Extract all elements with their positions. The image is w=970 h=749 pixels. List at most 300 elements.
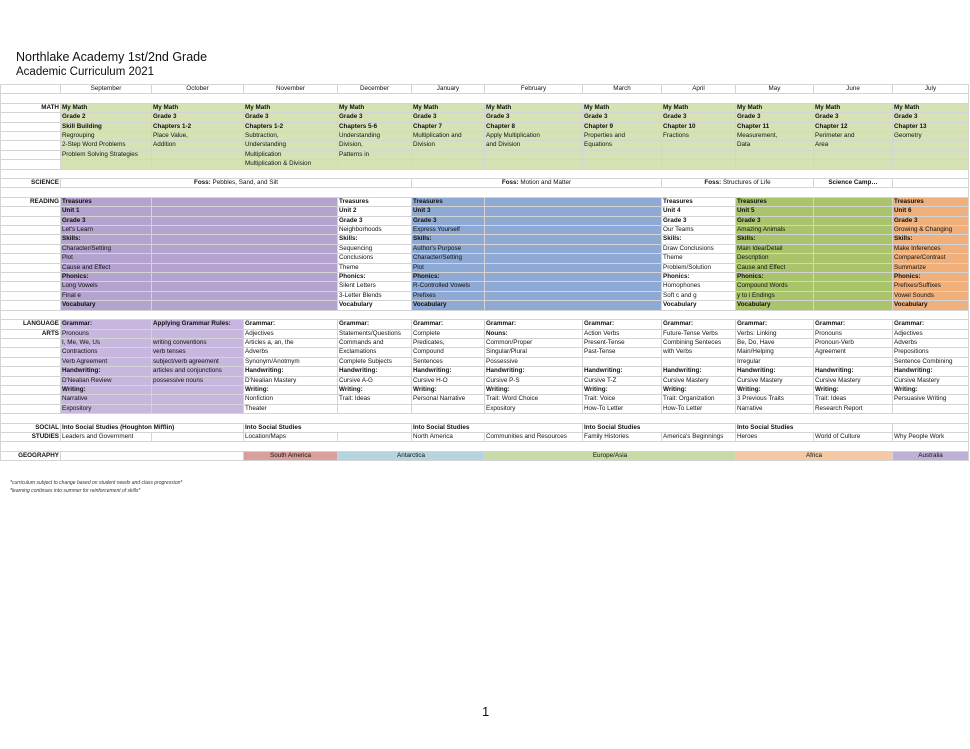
reading-cell: Skills:	[736, 235, 814, 244]
reading-cell: Phonics:	[61, 273, 152, 282]
language-arts-cell: Adverbs	[244, 348, 338, 357]
reading-cell: Vocabulary	[736, 301, 814, 310]
language-arts-cell: Common/Proper	[485, 338, 583, 347]
language-arts-cell: Grammar:	[814, 320, 893, 329]
math-cell: Grade 3	[412, 113, 485, 122]
footnote-2: *learning continues into summer for reinforcement of skills*	[10, 488, 141, 494]
language-arts-cell	[152, 395, 244, 404]
math-cell: Grade 3	[485, 113, 583, 122]
math-cell	[152, 150, 244, 159]
language-arts-cell: Cursive P-S	[485, 376, 583, 385]
language-arts-cell: Cursive Mastery	[662, 376, 736, 385]
social-studies-cell: America's Beginnings	[662, 432, 736, 441]
math-cell: My Math	[583, 103, 662, 112]
reading-cell: Phonics:	[893, 273, 969, 282]
language-arts-cell	[338, 404, 412, 413]
reading-cell: 3-Letter Blends	[338, 291, 412, 300]
reading-cell: Grade 3	[61, 216, 152, 225]
subject-label-math	[1, 132, 61, 141]
social-studies-cell: North America	[412, 432, 485, 441]
language-arts-cell: Personal Narrative	[412, 395, 485, 404]
language-arts-cell: Complete	[412, 329, 485, 338]
reading-cell: Unit 5	[736, 207, 814, 216]
subject-label-language-arts	[1, 367, 61, 376]
reading-cell	[485, 263, 662, 272]
language-arts-cell: Sentence Combining	[893, 357, 969, 366]
science-cell	[893, 179, 969, 188]
language-arts-cell: D'Nealian Review	[61, 376, 152, 385]
month-header: March	[583, 85, 662, 94]
subject-label-social: SOCIAL	[1, 423, 61, 432]
subject-label-language-arts: LANGUAGE	[1, 320, 61, 329]
reading-cell	[152, 263, 338, 272]
language-arts-cell: Writing:	[485, 385, 583, 394]
reading-cell: Grade 3	[662, 216, 736, 225]
reading-cell: Skills:	[412, 235, 485, 244]
geography-south-america: South America	[244, 451, 338, 460]
language-arts-cell: Handwriting:	[814, 367, 893, 376]
language-arts-cell: Articles a, an, the	[244, 338, 338, 347]
subject-label-reading	[1, 254, 61, 263]
math-cell: Fractions	[662, 132, 736, 141]
reading-cell: Problem/Solution	[662, 263, 736, 272]
math-cell: My Math	[736, 103, 814, 112]
subject-label-reading	[1, 291, 61, 300]
math-cell: Grade 3	[152, 113, 244, 122]
subject-label-reading	[1, 244, 61, 253]
reading-cell: Our Teams	[662, 226, 736, 235]
language-arts-cell: Writing:	[244, 385, 338, 394]
language-arts-cell: Grammar:	[61, 320, 152, 329]
science-cell: Foss: Motion and Matter	[412, 179, 662, 188]
math-cell: Grade 3	[244, 113, 338, 122]
language-arts-row	[1, 348, 969, 357]
reading-cell	[814, 301, 893, 310]
math-row	[1, 122, 969, 131]
language-arts-cell: Grammar:	[244, 320, 338, 329]
reading-cell: Final e	[61, 291, 152, 300]
reading-cell: Phonics:	[736, 273, 814, 282]
reading-cell: Vocabulary	[662, 301, 736, 310]
reading-cell: Skills:	[662, 235, 736, 244]
math-cell	[412, 150, 485, 159]
reading-cell: Prefixes/Suffixes	[893, 282, 969, 291]
reading-cell	[814, 282, 893, 291]
spacer-row	[1, 169, 969, 178]
month-header: September	[61, 85, 152, 94]
reading-cell	[814, 207, 893, 216]
math-row	[1, 103, 969, 112]
math-cell	[412, 160, 485, 169]
language-arts-cell: Expository	[61, 404, 152, 413]
reading-cell: Prefixes	[412, 291, 485, 300]
reading-row	[1, 254, 969, 263]
math-cell	[485, 150, 583, 159]
math-cell: Grade 3	[583, 113, 662, 122]
language-arts-cell: Grammar:	[736, 320, 814, 329]
language-arts-cell: Trait: Ideas	[814, 395, 893, 404]
language-arts-cell: Adjectives	[244, 329, 338, 338]
reading-row	[1, 301, 969, 310]
reading-cell: y to i Endings	[736, 291, 814, 300]
month-header: December	[338, 85, 412, 94]
science-row	[1, 179, 969, 188]
reading-cell	[814, 244, 893, 253]
language-arts-cell	[152, 404, 244, 413]
subject-label-reading	[1, 263, 61, 272]
language-arts-row	[1, 376, 969, 385]
math-cell: Patterns in	[338, 150, 412, 159]
reading-cell: Sequencing	[338, 244, 412, 253]
math-cell: Chapter 13	[893, 122, 969, 131]
subject-label-math	[1, 122, 61, 131]
reading-cell: Soft c and g	[662, 291, 736, 300]
language-arts-row	[1, 320, 969, 329]
language-arts-cell: Singular/Plural	[485, 348, 583, 357]
geography-row	[1, 451, 969, 460]
corner-cell	[1, 85, 61, 94]
language-arts-cell: Pronouns	[814, 329, 893, 338]
math-cell	[814, 160, 893, 169]
reading-row	[1, 216, 969, 225]
language-arts-cell: Cursive A-G	[338, 376, 412, 385]
language-arts-cell: 3 Previous Traits	[736, 395, 814, 404]
language-arts-cell: Verb Agreement	[61, 357, 152, 366]
language-arts-cell: D'Nealian Mastery	[244, 376, 338, 385]
reading-cell: Make Inferences	[893, 244, 969, 253]
language-arts-cell: Handwriting:	[662, 367, 736, 376]
math-cell	[893, 160, 969, 169]
language-arts-cell: Sentences	[412, 357, 485, 366]
reading-cell: Neighborhoods	[338, 226, 412, 235]
month-header: May	[736, 85, 814, 94]
reading-cell: Compare/Contrast	[893, 254, 969, 263]
social-studies-cell: Heroes	[736, 432, 814, 441]
math-cell: Data	[736, 141, 814, 150]
math-cell	[893, 150, 969, 159]
math-cell: Grade 3	[338, 113, 412, 122]
spacer-cell	[1, 442, 969, 451]
language-arts-cell: Contractions	[61, 348, 152, 357]
language-arts-cell: articles and conjunctions	[152, 367, 244, 376]
month-header: October	[152, 85, 244, 94]
reading-row	[1, 291, 969, 300]
math-cell: My Math	[814, 103, 893, 112]
reading-cell: Unit 6	[893, 207, 969, 216]
math-cell	[736, 150, 814, 159]
language-arts-cell: Combining Senteces	[662, 338, 736, 347]
language-arts-cell	[583, 357, 662, 366]
language-arts-cell: Prepositions	[893, 348, 969, 357]
language-arts-cell: I, Me, We, Us	[61, 338, 152, 347]
language-arts-cell: Handwriting:	[244, 367, 338, 376]
language-arts-cell: Synonym/Anotmym	[244, 357, 338, 366]
reading-cell	[814, 226, 893, 235]
social-studies-cell	[893, 423, 969, 432]
document-subtitle: Academic Curriculum 2021	[16, 66, 155, 78]
language-arts-cell: Theater	[244, 404, 338, 413]
language-arts-cell: Pronouns	[61, 329, 152, 338]
math-cell: My Math	[61, 103, 152, 112]
language-arts-cell: Action Verbs	[583, 329, 662, 338]
social-studies-cell: World of Culture	[814, 432, 893, 441]
math-cell	[662, 160, 736, 169]
language-arts-cell: Grammar:	[412, 320, 485, 329]
reading-cell	[485, 282, 662, 291]
reading-cell	[814, 263, 893, 272]
language-arts-cell: Grammar:	[893, 320, 969, 329]
reading-cell: Homophones	[662, 282, 736, 291]
math-cell: Chapters 1-2	[244, 122, 338, 131]
language-arts-cell: Writing:	[893, 385, 969, 394]
math-cell	[662, 150, 736, 159]
social-studies-head: Into Social Studies (Houghton Mifflin)	[61, 423, 244, 432]
geography-africa: Africa	[736, 451, 893, 460]
language-arts-cell	[152, 329, 244, 338]
spacer-row	[1, 188, 969, 197]
language-arts-cell: Present-Tense	[583, 338, 662, 347]
subject-label-reading	[1, 301, 61, 310]
reading-cell: Unit 4	[662, 207, 736, 216]
reading-cell	[152, 254, 338, 263]
math-cell: Chapter 10	[662, 122, 736, 131]
math-cell: Problem Solving Strategies	[61, 150, 152, 159]
subject-label-reading	[1, 235, 61, 244]
math-cell	[583, 150, 662, 159]
reading-cell: Phonics:	[412, 273, 485, 282]
month-header: July	[893, 85, 969, 94]
social-studies-cell: Leaders and Government	[61, 432, 152, 441]
language-arts-cell: verb tenses	[152, 348, 244, 357]
spacer-row	[1, 414, 969, 423]
reading-cell: Vocabulary	[893, 301, 969, 310]
reading-cell: Grade 3	[893, 216, 969, 225]
language-arts-cell: Handwriting:	[412, 367, 485, 376]
language-arts-cell: Exclamations	[338, 348, 412, 357]
language-arts-cell: Adverbs	[893, 338, 969, 347]
reading-cell: Phonics:	[338, 273, 412, 282]
language-arts-cell: Future-Tense Verbs	[662, 329, 736, 338]
language-arts-cell: Grammar:	[583, 320, 662, 329]
language-arts-cell: Grammar:	[338, 320, 412, 329]
math-cell: Chapter 9	[583, 122, 662, 131]
math-cell: Chapter 7	[412, 122, 485, 131]
subject-label-language-arts	[1, 348, 61, 357]
reading-cell: Amazing Animals	[736, 226, 814, 235]
math-cell: My Math	[152, 103, 244, 112]
reading-cell: Theme	[662, 254, 736, 263]
reading-cell: Cause and Effect	[61, 263, 152, 272]
language-arts-cell: Writing:	[662, 385, 736, 394]
language-arts-cell: possessive nouns	[152, 376, 244, 385]
language-arts-cell: Agreement	[814, 348, 893, 357]
math-cell: Properties and	[583, 132, 662, 141]
reading-cell	[152, 226, 338, 235]
math-cell: My Math	[485, 103, 583, 112]
math-row	[1, 150, 969, 159]
curriculum-table	[0, 84, 969, 461]
language-arts-cell: Writing:	[814, 385, 893, 394]
subject-label-math	[1, 150, 61, 159]
math-cell: Multiplication	[244, 150, 338, 159]
language-arts-cell: Adjectives	[893, 329, 969, 338]
language-arts-cell: Complete Subjects	[338, 357, 412, 366]
math-cell: Division,	[338, 141, 412, 150]
month-header-row	[1, 85, 969, 94]
math-cell: Chapter 8	[485, 122, 583, 131]
math-cell	[485, 160, 583, 169]
language-arts-cell: Research Report	[814, 404, 893, 413]
reading-row	[1, 235, 969, 244]
subject-label-reading	[1, 273, 61, 282]
language-arts-cell: Trait: Ideas	[338, 395, 412, 404]
math-cell: My Math	[244, 103, 338, 112]
reading-cell: Growing & Changing	[893, 226, 969, 235]
math-cell: Multiplication & Division	[244, 160, 338, 169]
language-arts-row	[1, 395, 969, 404]
reading-cell	[814, 197, 893, 206]
language-arts-cell: Narrative	[61, 395, 152, 404]
geography-europe-asia: Europe/Asia	[485, 451, 736, 460]
math-cell: Grade 3	[893, 113, 969, 122]
spacer-cell	[1, 188, 969, 197]
reading-cell: Long Vowels	[61, 282, 152, 291]
language-arts-cell: Past-Tense	[583, 348, 662, 357]
math-cell: Understanding	[338, 132, 412, 141]
reading-cell: Treasures	[412, 197, 485, 206]
math-cell: Measurement,	[736, 132, 814, 141]
language-arts-cell: Narrative	[736, 404, 814, 413]
math-cell: Apply Multiplication	[485, 132, 583, 141]
reading-cell: Unit 3	[412, 207, 485, 216]
language-arts-cell: Cursive Mastery	[814, 376, 893, 385]
math-cell: Chapter 11	[736, 122, 814, 131]
spacer-row	[1, 94, 969, 103]
spacer-cell	[1, 310, 969, 319]
language-arts-cell: Grammar:	[485, 320, 583, 329]
math-row	[1, 113, 969, 122]
social-studies-cell	[338, 432, 412, 441]
language-arts-cell: Verbs: Linking	[736, 329, 814, 338]
language-arts-cell: Cursive T-Z	[583, 376, 662, 385]
math-cell: Grade 3	[662, 113, 736, 122]
social-studies-row	[1, 432, 969, 441]
math-cell	[662, 141, 736, 150]
reading-cell	[814, 291, 893, 300]
language-arts-cell: Irregular	[736, 357, 814, 366]
reading-cell: Skills:	[61, 235, 152, 244]
language-arts-cell	[152, 385, 244, 394]
reading-row	[1, 273, 969, 282]
reading-cell: Character/Setting	[412, 254, 485, 263]
subject-label-math	[1, 160, 61, 169]
social-studies-head-row	[1, 423, 969, 432]
language-arts-cell: Trait: Voice	[583, 395, 662, 404]
social-studies-head: Into Social Studies	[583, 423, 736, 432]
reading-cell: Silent Letters	[338, 282, 412, 291]
reading-cell: Vocabulary	[338, 301, 412, 310]
math-cell: My Math	[338, 103, 412, 112]
spacer-cell	[1, 94, 969, 103]
reading-cell: Unit 2	[338, 207, 412, 216]
math-cell: and Division	[485, 141, 583, 150]
language-arts-cell: Cursive H-O	[412, 376, 485, 385]
language-arts-cell: Writing:	[736, 385, 814, 394]
math-cell: Chapters 5-6	[338, 122, 412, 131]
language-arts-cell	[893, 404, 969, 413]
language-arts-cell	[662, 357, 736, 366]
language-arts-cell: Trait: Word Choice	[485, 395, 583, 404]
reading-cell	[485, 216, 662, 225]
subject-label-reading	[1, 207, 61, 216]
language-arts-row	[1, 329, 969, 338]
reading-row	[1, 226, 969, 235]
subject-label-reading: READING	[1, 197, 61, 206]
math-cell: Understanding	[244, 141, 338, 150]
spacer-cell	[1, 414, 969, 423]
language-arts-cell: Expository	[485, 404, 583, 413]
language-arts-cell: subject/verb agreement	[152, 357, 244, 366]
reading-cell: Treasures	[61, 197, 152, 206]
subject-label-language-arts	[1, 404, 61, 413]
math-cell: Chapters 1-2	[152, 122, 244, 131]
math-cell	[736, 160, 814, 169]
geography-antarctica: Antarctica	[338, 451, 485, 460]
reading-cell	[152, 282, 338, 291]
math-cell: My Math	[893, 103, 969, 112]
language-arts-row	[1, 385, 969, 394]
math-cell	[814, 150, 893, 159]
reading-cell	[485, 197, 662, 206]
language-arts-cell: Writing:	[338, 385, 412, 394]
language-arts-cell: Handwriting:	[736, 367, 814, 376]
language-arts-cell: Grammar:	[662, 320, 736, 329]
math-cell: Regrouping	[61, 132, 152, 141]
document-title: Northlake Academy 1st/2nd Grade	[16, 50, 208, 64]
reading-cell	[152, 273, 338, 282]
subject-label-language-arts	[1, 357, 61, 366]
language-arts-row	[1, 338, 969, 347]
month-header: January	[412, 85, 485, 94]
language-arts-cell: Handwriting:	[583, 367, 662, 376]
math-cell: 2-Step Word Problems	[61, 141, 152, 150]
math-cell	[583, 160, 662, 169]
language-arts-cell: Applying Grammar Rules:	[152, 320, 244, 329]
math-cell: Chapter 12	[814, 122, 893, 131]
math-cell: Grade 2	[61, 113, 152, 122]
reading-cell: Draw Conclusions	[662, 244, 736, 253]
math-cell: My Math	[412, 103, 485, 112]
subject-label-language-arts	[1, 338, 61, 347]
subject-label-math	[1, 141, 61, 150]
reading-cell: Summarize	[893, 263, 969, 272]
language-arts-cell: Handwriting:	[61, 367, 152, 376]
subject-label-math: MATH	[1, 103, 61, 112]
reading-cell	[485, 226, 662, 235]
reading-cell	[152, 291, 338, 300]
reading-cell	[485, 301, 662, 310]
language-arts-cell: How-To Letter	[583, 404, 662, 413]
reading-cell: Grade 3	[338, 216, 412, 225]
spacer-cell	[1, 169, 969, 178]
social-studies-cell: Location/Maps	[244, 432, 338, 441]
math-row	[1, 160, 969, 169]
reading-cell: Description	[736, 254, 814, 263]
reading-cell: Skills:	[338, 235, 412, 244]
language-arts-cell: writing conventions	[152, 338, 244, 347]
reading-cell: Treasures	[893, 197, 969, 206]
social-studies-cell	[152, 432, 244, 441]
